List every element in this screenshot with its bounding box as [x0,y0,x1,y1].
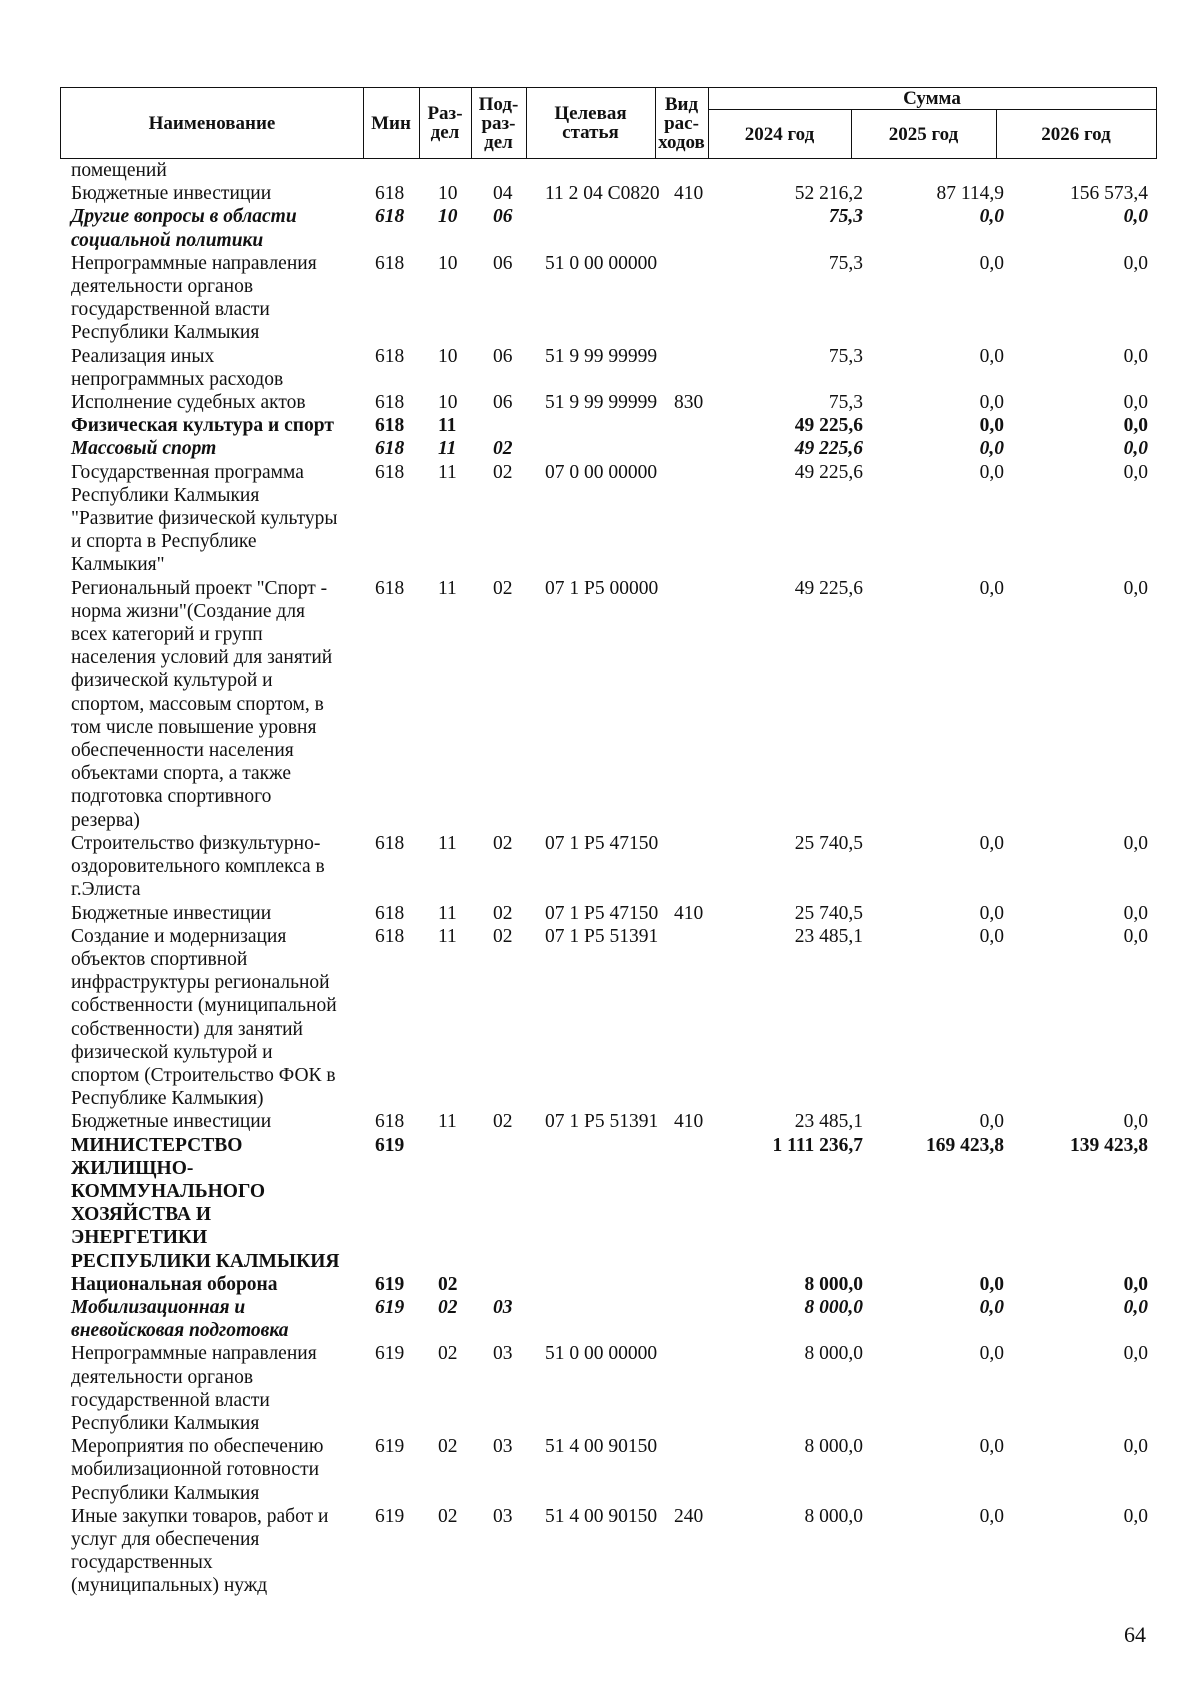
row-name: Мероприятия по обеспечению мобилизационной готовности Республики Калмыкия [71,1436,324,1504]
row-s24: 8 000,0 [804,1273,863,1295]
row-s25: 0,0 [979,1343,1004,1365]
row-podr: 03 [493,1343,513,1365]
table-row [0,1435,1200,1505]
row-razd: 10 [438,392,458,414]
row-s24: 75,3 [828,345,863,367]
row-min: 618 [375,577,405,599]
row-s24: 25 740,5 [794,832,863,854]
row-s26: 139 423,8 [1070,1134,1148,1156]
table-row [0,252,1200,345]
row-name: Физическая культура и спорт [71,415,334,437]
row-s26: 0,0 [1123,1273,1148,1295]
row-podr: 02 [493,577,513,599]
row-razd: 11 [438,415,457,437]
table-row [0,414,1200,437]
row-s24: 25 740,5 [794,902,863,924]
row-razd: 11 [438,832,457,854]
row-min: 618 [375,1111,405,1133]
row-cel: 51 0 00 00000 [545,1343,658,1365]
row-s25: 0,0 [979,832,1004,854]
row-s25: 0,0 [979,1296,1004,1318]
row-s26: 0,0 [1123,206,1148,228]
row-s26: 0,0 [1123,461,1148,483]
header-2026: 2026 год [1041,124,1111,145]
row-name: Массовый спорт [71,438,217,460]
row-s26: 0,0 [1123,392,1148,414]
row-name: Бюджетные инвестиции [71,902,272,924]
table-row [0,1134,1200,1273]
row-cel: 07 1 P5 51391 [545,925,659,947]
row-name: Государственная программа Республики Калмыкия "Развитие физической культуры и спорта в Республике Калмыкия" [71,461,338,576]
row-name: помещений [71,160,167,181]
row-razd: 10 [438,345,458,367]
row-s26: 0,0 [1123,415,1148,437]
row-razd: 02 [438,1296,458,1318]
row-min: 619 [375,1505,405,1527]
row-s26: 0,0 [1123,252,1148,274]
row-vid: 410 [674,1111,704,1133]
row-s25: 0,0 [979,415,1004,437]
row-s26: 0,0 [1123,1296,1148,1318]
row-min: 618 [375,345,405,367]
row-razd: 02 [438,1505,458,1527]
header-name: Наименование [148,112,276,134]
row-podr: 06 [493,252,513,274]
row-vid: 410 [674,902,704,924]
table-header [60,87,1157,159]
row-name: Реализация иных непрограммных расходов [71,345,284,390]
row-podr: 03 [493,1296,513,1318]
row-name: Мобилизационная и вневойсковая подготовка [71,1296,289,1342]
row-s26: 0,0 [1123,1111,1148,1133]
table-body [0,159,1200,1598]
row-cel: 51 0 00 00000 [545,252,658,274]
header-podrazdel [471,88,526,158]
row-s26: 0,0 [1123,577,1148,599]
row-razd: 11 [438,925,457,947]
row-razd: 11 [438,461,457,483]
row-cel: 07 1 P5 47150 [545,902,659,924]
row-s25: 0,0 [979,1505,1004,1527]
row-min: 618 [375,252,405,274]
row-podr: 06 [493,392,513,414]
header-vid-line3: ходов [658,131,705,153]
row-s25: 0,0 [979,392,1004,414]
row-razd: 10 [438,206,458,228]
row-s24: 75,3 [828,392,863,414]
row-s26: 0,0 [1123,925,1148,947]
row-min: 618 [375,206,405,228]
header-razdel-line2: дел [430,122,460,143]
row-s24: 52 216,2 [794,183,863,205]
row-s24: 49 225,6 [794,438,863,460]
row-s26: 0,0 [1123,438,1148,460]
row-min: 618 [375,902,405,924]
table-row [0,437,1200,460]
row-min: 618 [375,392,405,414]
row-name: Создание и модернизация объектов спортивной инфраструктуры региональной собственности (муниципальной собственности) для занятий физической культурой и спортом (Строительство ФОК в Республике Калмыкия) [71,925,337,1110]
header-razdel-line1: Раз- [427,103,463,124]
row-min: 619 [375,1296,405,1318]
row-podr: 02 [493,1111,513,1133]
row-name: Иные закупки товаров, работ и услуг для обеспечения государственных (муниципальных) нужд [71,1505,329,1597]
row-min: 618 [375,925,405,947]
row-s25: 0,0 [979,345,1004,367]
header-vid-line2: рас- [664,112,699,134]
row-cel: 07 1 P5 00000 [545,577,659,599]
row-razd: 11 [438,438,457,460]
row-s24: 75,3 [828,206,863,228]
row-razd: 02 [438,1273,458,1295]
row-min: 618 [375,183,405,205]
header-razdel [419,88,471,158]
row-razd: 10 [438,183,458,205]
row-min: 618 [375,461,405,483]
row-podr: 03 [493,1436,513,1458]
table-row [0,1505,1200,1598]
row-s24: 49 225,6 [794,577,863,599]
row-cel: 51 4 00 90150 [545,1436,658,1458]
row-podr: 04 [493,183,513,205]
row-vid: 830 [674,392,704,414]
row-name: Национальная оборона [71,1273,278,1295]
table-row [0,205,1200,251]
row-s24: 49 225,6 [794,461,863,483]
header-2025: 2025 год [888,124,959,145]
row-podr: 02 [493,461,513,483]
header-podrazdel-line1: Под- [478,93,519,115]
row-min: 618 [375,415,405,437]
row-s24: 23 485,1 [794,925,863,947]
row-podr: 02 [493,902,513,924]
table-row [0,925,1200,1111]
row-name: Бюджетные инвестиции [71,1111,272,1133]
row-s25: 0,0 [979,1436,1004,1458]
row-razd: 10 [438,252,458,274]
row-vid: 240 [674,1505,704,1527]
row-name: Строительство физкультурно- оздоровительного комплекса в г.Элиста [71,832,325,901]
row-razd: 11 [438,902,457,924]
header-min: Мин [371,112,411,134]
row-s24: 1 111 236,7 [772,1134,863,1156]
row-cel: 07 1 P5 47150 [545,832,659,854]
row-s25: 0,0 [979,1273,1004,1295]
row-min: 619 [375,1273,405,1295]
row-min: 618 [375,832,405,854]
table-row [0,391,1200,414]
row-cel: 51 9 99 99999 [545,392,658,414]
row-s26: 0,0 [1123,1505,1148,1527]
row-name: Бюджетные инвестиции [71,183,272,205]
row-razd: 11 [438,1111,457,1133]
row-s26: 0,0 [1123,345,1148,367]
row-name: Исполнение судебных актов [71,392,306,414]
row-s25: 0,0 [979,206,1004,228]
table-row [0,902,1200,925]
table-row [0,159,1200,182]
row-cel: 07 0 00 00000 [545,461,658,483]
row-s26: 156 573,4 [1070,183,1148,205]
table-row [0,345,1200,391]
header-vid-line1: Вид [664,93,699,115]
row-cel: 07 1 P5 51391 [545,1111,659,1133]
row-s24: 8 000,0 [804,1436,863,1458]
row-podr: 06 [493,345,513,367]
header-vid [655,88,708,158]
row-razd: 02 [438,1436,458,1458]
row-podr: 06 [493,206,513,228]
row-cel: 51 4 00 90150 [545,1505,658,1527]
row-cel: 51 9 99 99999 [545,345,658,367]
row-podr: 03 [493,1505,513,1527]
row-s25: 0,0 [979,438,1004,460]
row-name: Непрограммные направления деятельности органов государственной власти Республики Калмыкия [71,252,317,344]
table-row [0,832,1200,902]
header-podrazdel-line2: раз- [481,112,516,134]
row-s25: 0,0 [979,925,1004,947]
row-s25: 169 423,8 [926,1134,1004,1156]
row-s24: 23 485,1 [794,1111,863,1133]
row-name: Непрограммные направления деятельности органов государственной власти Республики Калмыкия [71,1343,317,1434]
row-podr: 02 [493,832,513,854]
table-row [0,1110,1200,1133]
header-summa: Сумма [903,88,961,109]
row-razd: 11 [438,577,457,599]
row-s25: 0,0 [979,461,1004,483]
row-min: 619 [375,1134,405,1156]
row-vid: 410 [674,183,704,205]
page-number: 64 [1124,1622,1146,1647]
row-name: МИНИСТЕРСТВО ЖИЛИЩНО- КОММУНАЛЬНОГО ХОЗЯЙСТВА И ЭНЕРГЕТИКИ РЕСПУБЛИКИ КАЛМЫКИЯ [71,1134,340,1272]
row-s25: 0,0 [979,902,1004,924]
row-name: Другие вопросы в области социальной политики [71,206,297,251]
row-s25: 0,0 [979,252,1004,274]
row-s25: 0,0 [979,1111,1004,1133]
table-row [0,182,1200,205]
row-s24: 75,3 [828,252,863,274]
row-s26: 0,0 [1123,1436,1148,1458]
row-min: 619 [375,1343,405,1365]
row-s26: 0,0 [1123,902,1148,924]
row-razd: 02 [438,1343,458,1365]
row-podr: 02 [493,925,513,947]
table-row [0,1296,1200,1342]
table-row [0,577,1200,832]
row-name: Региональный проект "Спорт - норма жизни"(Создание для всех категорий и групп населения условий для занятий физической культурой и спортом, массовым спортом, в том числе повышение уровня обеспеченности населения объектами спорта, а также подготовка спортивного резерва) [71,577,333,831]
row-min: 619 [375,1436,405,1458]
row-s26: 0,0 [1123,1343,1148,1365]
table-row [0,1342,1200,1435]
header-2024: 2024 год [744,124,815,145]
row-s25: 87 114,9 [936,183,1004,205]
header-celevaya-line2: статья [562,122,619,143]
row-s26: 0,0 [1123,832,1148,854]
header-podrazdel-line3: дел [484,131,513,153]
header-celevaya-line1: Целевая [554,103,627,124]
row-podr: 02 [493,438,513,460]
row-s24: 8 000,0 [804,1505,863,1527]
table-row [0,461,1200,577]
row-s24: 8 000,0 [804,1343,863,1365]
row-cel: 11 2 04 С0820 [545,183,660,205]
row-s25: 0,0 [979,577,1004,599]
row-s24: 8 000,0 [804,1296,863,1318]
table-row [0,1273,1200,1296]
header-celevaya [526,88,655,158]
row-s24: 49 225,6 [794,415,863,437]
row-min: 618 [375,438,405,460]
